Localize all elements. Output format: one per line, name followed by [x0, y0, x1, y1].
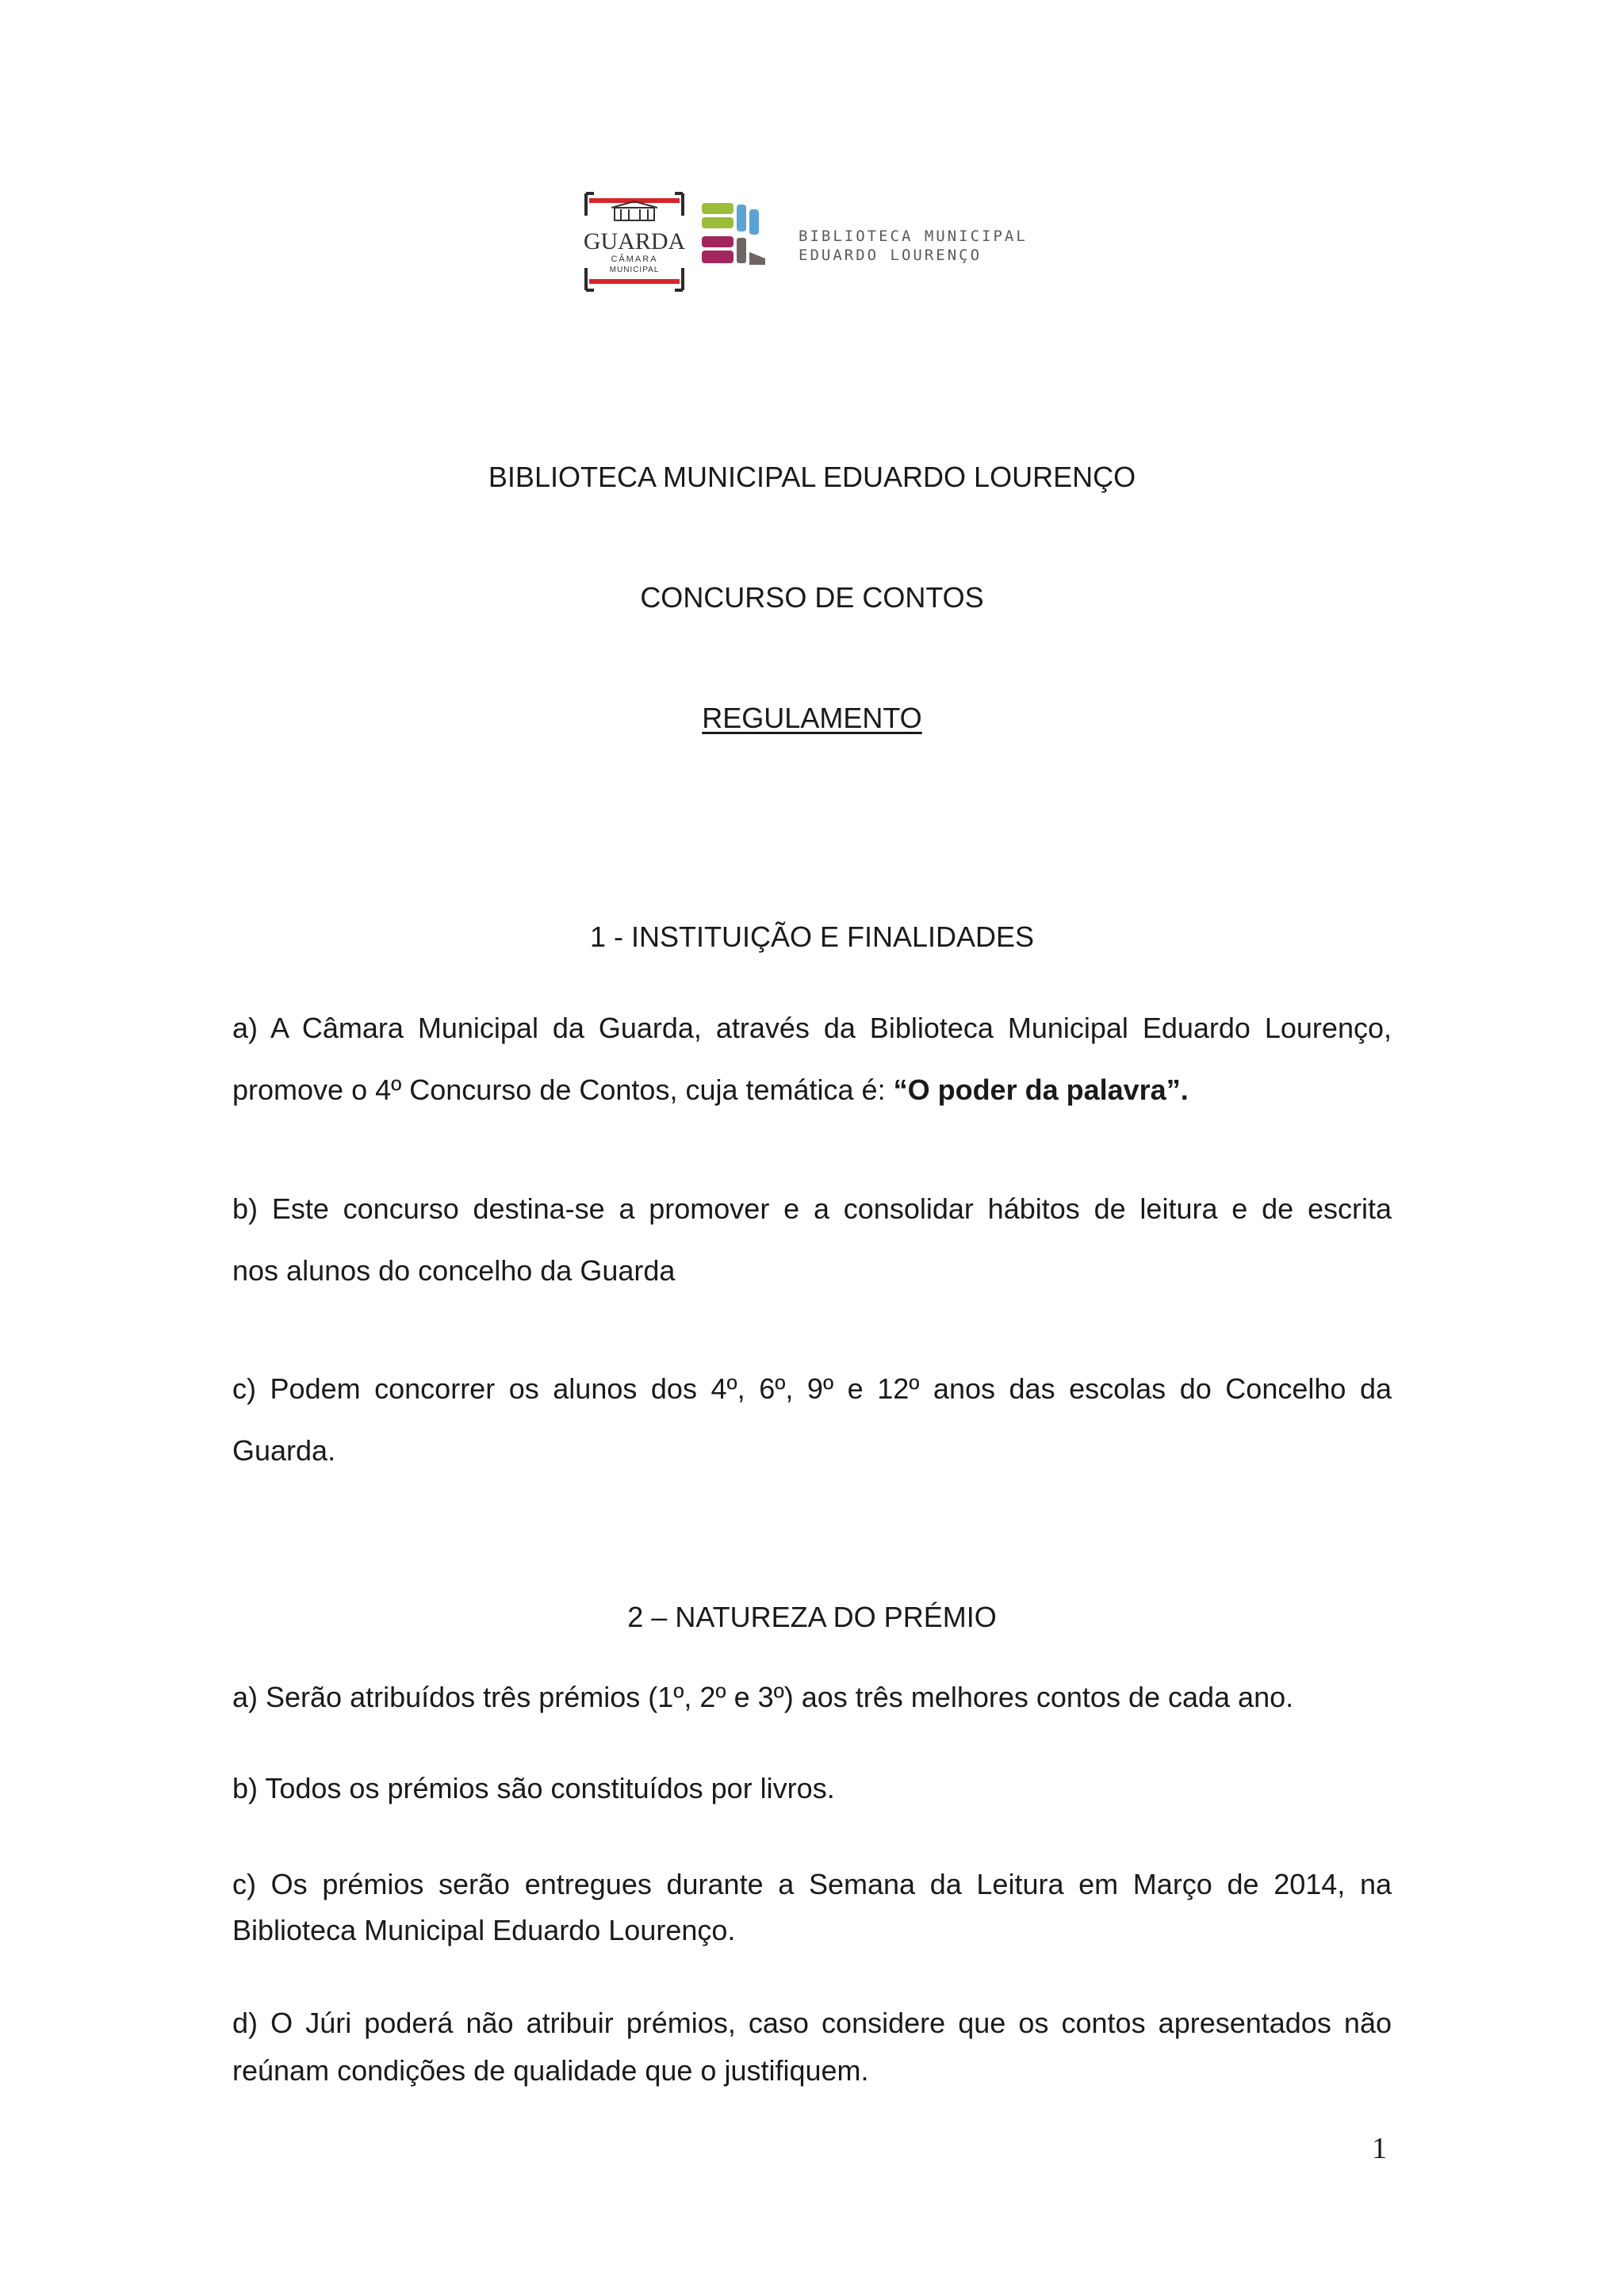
section-2-paragraph-a	[232, 1679, 1392, 1716]
svg-text:GUARDA: GUARDA	[583, 228, 686, 254]
section-2-paragraph-b	[232, 1770, 1392, 1807]
paragraph-line: c) Podem concorrer os alunos dos 4º, 6º, 9º e 12º anos das escolas do Concelho da	[232, 1372, 1392, 1405]
paragraph-line: c) Os prémios serão entregues durante a Semana da Leitura em Março de 2014, na	[232, 1868, 1392, 1900]
section-1-paragraph-a	[232, 997, 1392, 1121]
regulation-title	[0, 701, 1624, 736]
paragraph-line: nos alunos do concelho da Guarda	[232, 1254, 676, 1287]
section-1-paragraph-b	[232, 1178, 1392, 1302]
page-number: 1	[1372, 2132, 1387, 2165]
section-2-title: 2 – NATUREZA DO PRÉMIO	[627, 1601, 997, 1633]
biblioteca-municipal-logo	[702, 203, 773, 274]
section-1-title: 1 - INSTITUIÇÃO E FINALIDADES	[589, 920, 1035, 953]
paragraph-line	[232, 1059, 1392, 1121]
paragraph-line: b) Todos os prémios são constituídos por livros.	[232, 1772, 835, 1804]
paragraph-line: d) O Júri poderá não atribuir prémios, caso considere que os contos apresentados não	[232, 2007, 1392, 2039]
theme-quote: “O poder da palavra”.	[893, 1073, 1189, 1106]
svg-text:CÂMARA: CÂMARA	[611, 254, 658, 264]
paragraph-line: b) Este concurso destina-se a promover e a consolidar hábitos de leitura e de escrita	[232, 1192, 1392, 1225]
paragraph-text: promove o 4º Concurso de Contos, cuja temática é:	[232, 1073, 894, 1106]
section-2-paragraph-c	[232, 1862, 1392, 1954]
contest-title: CONCURSO DE CONTOS	[640, 581, 984, 614]
biblioteca-municipal-wordmark: BIBLIOTECA MUNICIPAL EDUARDO LOURENÇO	[799, 228, 1028, 264]
paragraph-line: Guarda.	[232, 1434, 336, 1467]
paragraph-line: a) Serão atribuídos três prémios (1º, 2º e 3º) aos três melhores contos de cada ano.	[232, 1681, 1294, 1713]
header-logos	[583, 190, 1043, 293]
library-title: BIBLIOTECA MUNICIPAL EDUARDO LOURENÇO	[488, 461, 1136, 493]
svg-text:MUNICIPAL: MUNICIPAL	[609, 266, 660, 274]
paragraph-line: Biblioteca Municipal Eduardo Lourenço.	[232, 1914, 736, 1946]
camara-municipal-guarda-logo	[583, 190, 686, 293]
section-1-paragraph-c	[232, 1358, 1392, 1482]
section-2-paragraph-d	[232, 1999, 1392, 2095]
regulation-title-text: REGULAMENTO	[702, 702, 922, 734]
paragraph-line: a) A Câmara Municipal da Guarda, através da Biblioteca Municipal Eduardo Lourenço,	[232, 1012, 1392, 1044]
paragraph-line: reúnam condições de qualidade que o justifiquem.	[232, 2054, 869, 2087]
